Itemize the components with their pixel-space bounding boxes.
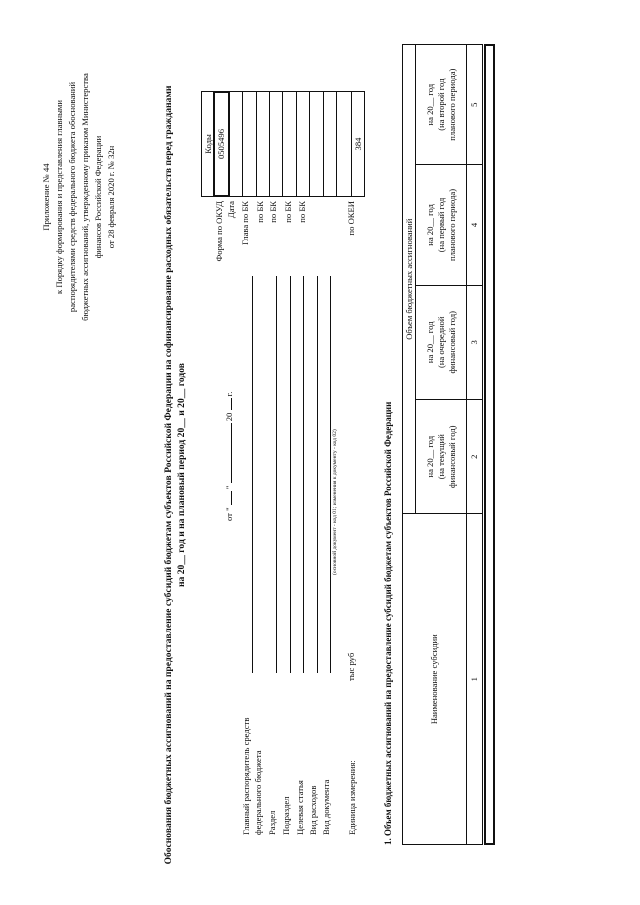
date-line: [224, 392, 234, 521]
title-line: Обоснования бюджетных ассигнований на предоставление субсидий бюджетам субъектов Российской Федерации на софинансирование расходных обязательств перед гражданами: [163, 85, 174, 865]
bk-label: по БК: [297, 201, 307, 223]
col-text: (на текущий: [435, 434, 446, 480]
header-line: от 28 февраля 2020 г. № 32н: [106, 145, 116, 249]
appendix-header: [40, 32, 118, 362]
appendix-number: Приложение № 44: [41, 163, 51, 231]
col-number: 1: [467, 514, 483, 845]
col-number: 2: [467, 400, 483, 514]
header-line: к Порядку формирования и представления главными: [54, 100, 64, 294]
code-cell: [296, 92, 309, 196]
code-cell: [282, 92, 295, 196]
bk-label: по БК: [268, 201, 278, 223]
col-text: (на первый год: [435, 197, 446, 253]
input-line: [290, 276, 291, 673]
col-text: финансовый год): [446, 311, 457, 374]
glava-bk-label: Глава по БК: [240, 201, 250, 246]
code-cell: [269, 92, 282, 196]
col-text: на 20__ год: [424, 321, 435, 364]
col-text: финансовый год): [446, 425, 457, 488]
col-text: (на очередной: [435, 316, 446, 369]
col-text: (на второй год: [435, 78, 446, 131]
field-subsection: Подраздел: [281, 796, 291, 835]
date-prefix: от ": [224, 507, 234, 521]
field-section: Раздел: [267, 810, 277, 835]
col-text: планового периода): [446, 188, 457, 261]
col-number: 5: [467, 45, 483, 165]
col-budget-volume: Объем бюджетных ассигнований: [403, 45, 416, 514]
code-cell: [242, 92, 255, 196]
input-line: [252, 276, 253, 673]
date-code: [229, 92, 242, 196]
col-subsidy-name: Наименование субсидии: [403, 514, 467, 845]
col-text: на 20__ год: [424, 83, 435, 126]
input-line: [276, 276, 277, 673]
col-current-year: [416, 400, 467, 514]
unit-value: тыс руб: [346, 652, 356, 681]
okud-code: 0505496: [213, 91, 229, 197]
header-line: бюджетных ассигнований, утвержденному приказом Министерства: [80, 73, 90, 321]
col-number: 3: [467, 285, 483, 399]
field-main-manager: [240, 718, 264, 835]
header-line: финансов Российской Федерации: [93, 135, 103, 259]
col-text: на 20__ год: [424, 435, 435, 478]
col-next-year: [416, 285, 467, 399]
bk-label: по БК: [283, 201, 293, 223]
okei-label: по ОКЕИ: [346, 201, 356, 236]
field-document-type: Вид документа: [321, 779, 331, 835]
date-label: Дата: [226, 201, 236, 219]
col-text: планового периода): [446, 68, 457, 141]
field-target-item: Целевая статья: [295, 780, 305, 835]
col-first-plan-year: [416, 165, 467, 285]
date-suffix: г.: [224, 391, 234, 397]
header-line: распорядителями средств федерального бюджета обоснований: [67, 81, 77, 313]
col-second-plan-year: [416, 45, 467, 165]
title-line: на 20__ год и на плановый период 20__ и 20__ годов: [176, 363, 187, 587]
section-title: 1. Объем бюджетных ассигнований на предоставление субсидий бюджетам субъектов Российской Федерации: [383, 401, 393, 845]
date-quote: ": [224, 485, 234, 490]
codes-header: Коды: [203, 134, 213, 154]
code-cell: [256, 92, 269, 196]
subsidy-table: [402, 44, 483, 845]
bk-label: по БК: [255, 201, 265, 223]
codes-box: [201, 91, 365, 197]
document-hint: (основной документ - код 01; изменения к документу - код 02): [332, 429, 338, 575]
field-expense-type: Вид расходов: [308, 785, 318, 835]
okei-code: 384: [351, 92, 364, 196]
col-number: 4: [467, 165, 483, 285]
code-cell: [309, 92, 322, 196]
code-cell: [336, 92, 351, 196]
col-text: на 20__ год: [424, 204, 435, 246]
data-row: [484, 44, 495, 845]
date-year: 20: [224, 412, 234, 422]
input-line: [303, 276, 304, 673]
field-unit: Единица измерения:: [347, 760, 357, 835]
field-label: федерального бюджета: [253, 750, 263, 835]
field-label: Главный распорядитель средств: [241, 717, 251, 835]
input-line: [317, 276, 318, 673]
code-cell: [323, 92, 336, 196]
okud-label: Форма по ОКУД: [214, 201, 224, 262]
input-line: [330, 276, 331, 673]
document-title: [162, 75, 188, 875]
